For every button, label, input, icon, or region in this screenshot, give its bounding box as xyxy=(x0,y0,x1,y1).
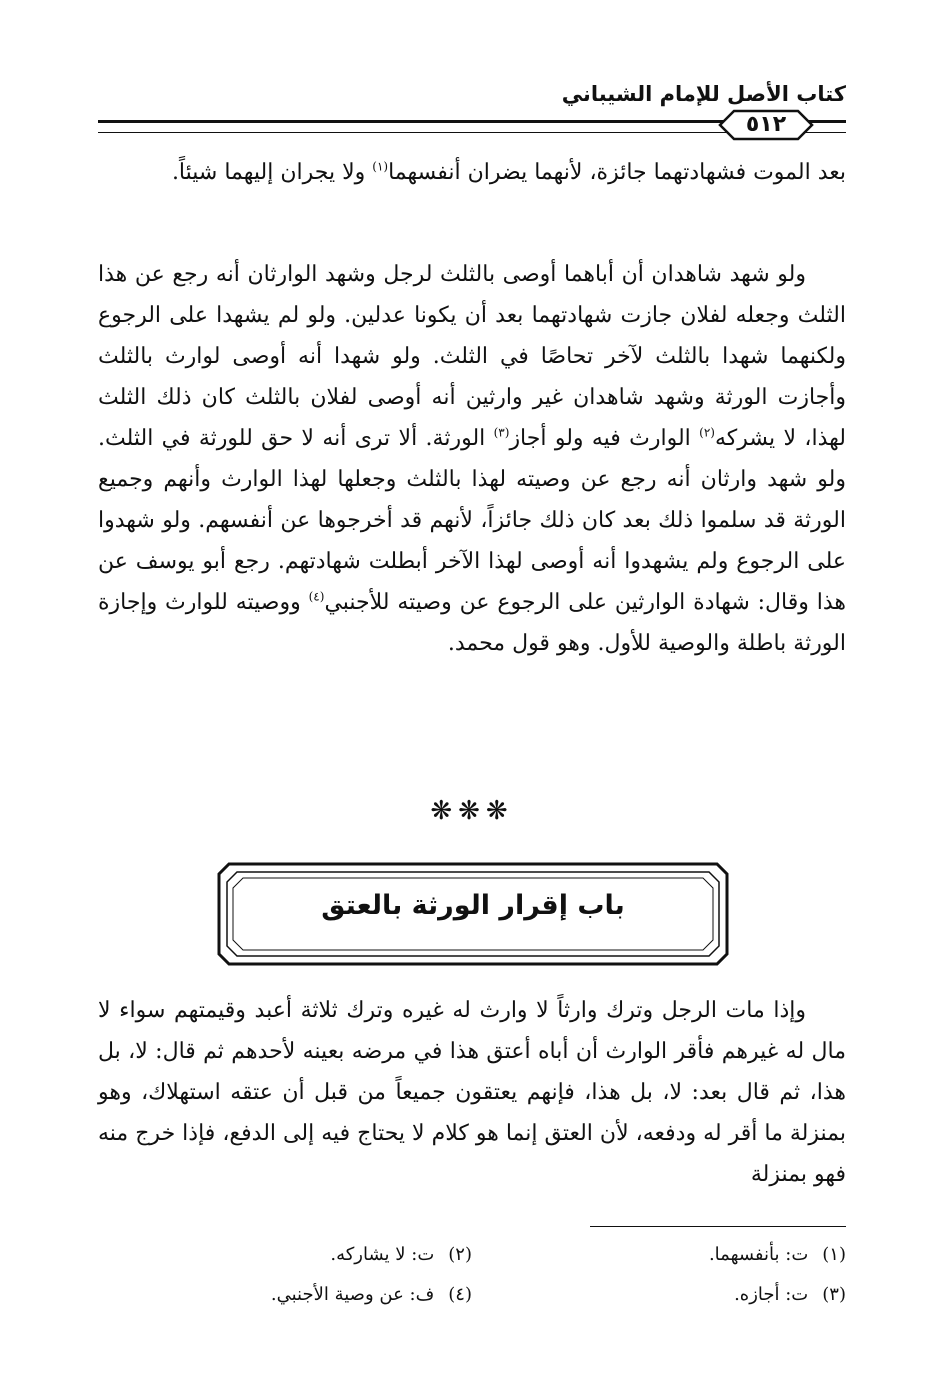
footnote-rule xyxy=(590,1226,846,1227)
running-title: كتاب الأصل للإمام الشيباني xyxy=(561,82,846,106)
footnote-ref: (٢) xyxy=(699,425,715,440)
page-number-badge xyxy=(718,108,814,142)
footnote-ref: (١) xyxy=(372,159,389,174)
section-ornament: ❋❋❋ xyxy=(430,796,514,826)
footnote-ref: (٤) xyxy=(308,589,325,604)
chapter-title: باب إقرار الورثة بالعتق xyxy=(321,890,625,921)
footnote-item: (١)ت: بأنفسهما. xyxy=(708,1244,846,1265)
paragraph-continuation: بعد الموت فشهادتهما جائزة، لأنهما يضران أنفسهما$^{(١)}$ ولا يجران إليهما شيئاً. xyxy=(171,159,846,185)
paragraph-testimony: ولو شهد شاهدان أن أباهما أوصى بالثلث لرجل وشهد الوارثان أنه رجع عن هذا الثلث وجعله لفلان جازت شهادتهما بعد أن يكونا عدلين. ولو لم يشهدا على الرجوع ولكنهما شهدا بالثلث لآخر تحاصًا في الثلث. ولو شهدا أنه أوصى لوارث بالثلث وأجازت الورثة وشهد شاهدان غير وارثين أنه أوصى لفلان بالثلث كان ذلك الثلث لهذا، لا يشركه$^{(٢)}$ الوارث فيه ولو أجاز$^{(٣)}$ الورثة. ألا ترى أنه لا حق للورثة في الثلث. ولو شهد وارثان أنه رجع عن وصيته لهذا بالثلث وجعلها لهذا الوارث وأنهم وجميع الورثة قد سلموا ذلك بعد كان ذلك جائزاً، لأنهم قد أخرجوها عن أنفسهم. ولو شهدوا على الرجوع ولم يشهدوا أنه أوصى لهذا الآخر أبطلت شهادتهم. رجع أبو يوسف عن هذا وقال: شهادة الوارثين على الرجوع عن وصيته للأجنبي$^{(٤)}$ ووصيته للوارث وإجازة الورثة باطلة والوصية للأول. وهو قول محمد. xyxy=(98,262,847,656)
footnote-item: (٢)ت: لا يشاركه. xyxy=(330,1244,472,1265)
chapter-heading-frame xyxy=(215,860,731,968)
footnote-item: (٣)ت: أجازه. xyxy=(734,1284,846,1305)
footnote-item: (٤)ف: عن وصية الأجنبي. xyxy=(270,1284,472,1305)
footnote-ref: (٣) xyxy=(493,425,510,440)
paragraph-chapter-text: وإذا مات الرجل وترك وارثاً لا وارث له غيره وترك ثلاثة أعبد وقيمتهم سواء لا مال له غيرهم فأقر الوارث أن أباه أعتق هذا في مرضه بعينه لأحدهم ثم قال: لا، بل هذا، ثم قال بعد: لا، بل هذا، فإنهم يعتقون جميعاً من قبل أن عتقه استهلاك، وهو بمنزلة ما أقر له ودفعه، لأن العتق إنما هو كلام لا يحتاج فيه إلى الدفع، فإذا خرج منه فهو بمنزلة xyxy=(98,998,846,1187)
page-number: ٥١٢ xyxy=(745,112,787,137)
